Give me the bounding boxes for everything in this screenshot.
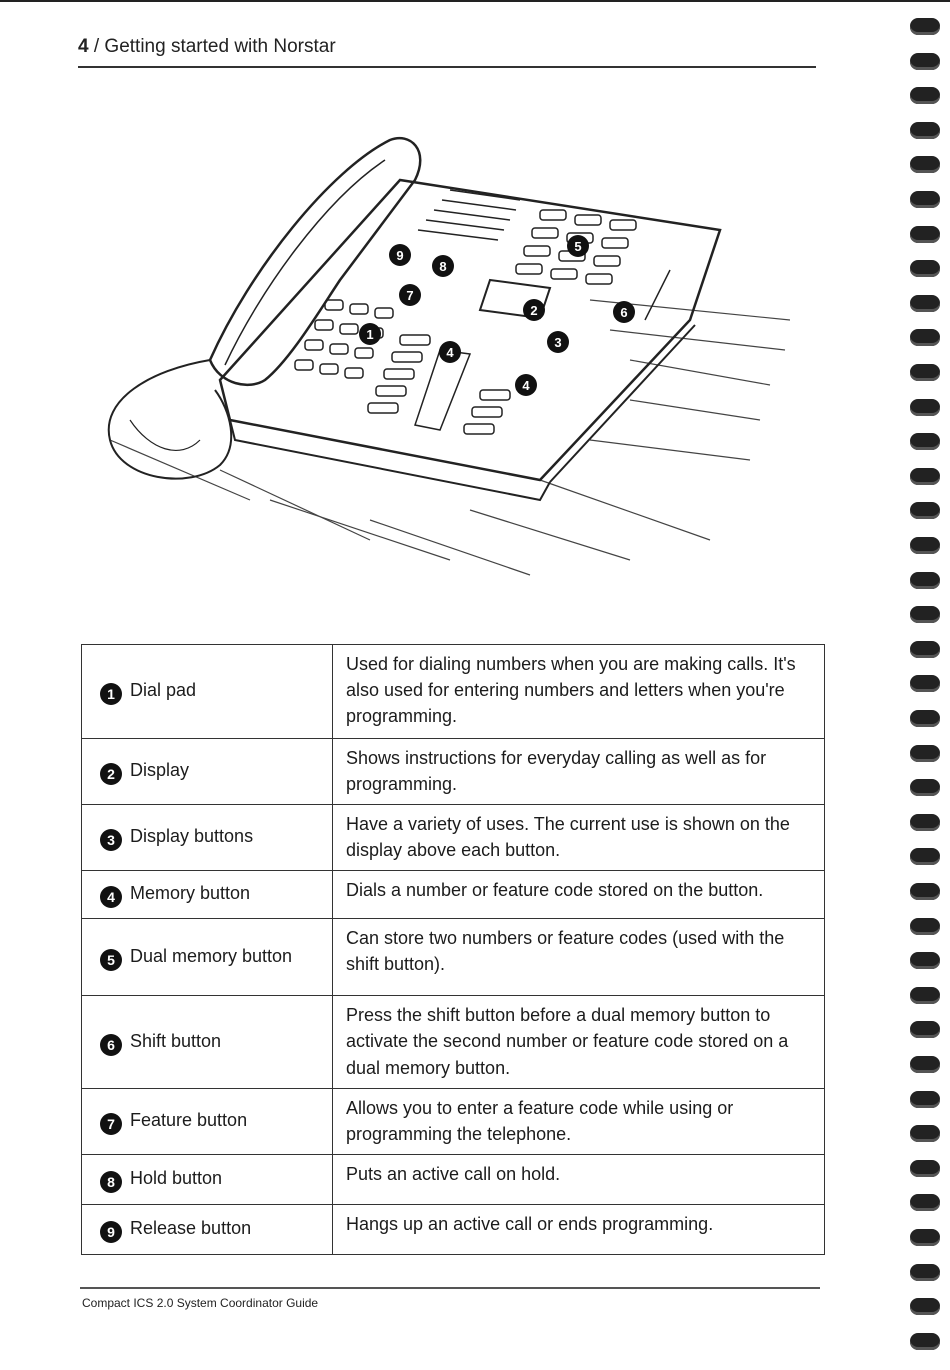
callout-5 [567, 235, 589, 257]
binding-hole [910, 87, 940, 104]
binding-hole [910, 572, 940, 589]
legend-name: Hold button [130, 1167, 223, 1188]
legend-name-cell [82, 645, 333, 739]
binding-hole [910, 987, 940, 1004]
callout-7-label: 8 [439, 259, 447, 274]
footer-rule [80, 1287, 820, 1289]
binding-hole [910, 1125, 940, 1142]
legend-name-cell [82, 1204, 333, 1254]
legend-name: Dual memory button [130, 945, 293, 966]
binding-hole [910, 1229, 940, 1246]
page-title: Getting started with Norstar [104, 36, 336, 57]
callout-9-label: 9 [396, 248, 404, 263]
spiral-binding [908, 10, 948, 1370]
binding-hole [910, 191, 940, 208]
callout-6 [613, 301, 635, 323]
legend-number-badge: 6 [100, 1034, 122, 1056]
legend-row [82, 739, 825, 805]
legend-description: Shows instructions for everyday calling as well as for programming. [333, 739, 825, 805]
legend-description: Can store two numbers or feature codes (used with the shift button). [333, 919, 825, 996]
legend-description: Hangs up an active call or ends programming. [333, 1204, 825, 1254]
callout-4a [439, 341, 461, 363]
legend-name: Memory button [130, 883, 251, 904]
legend-description: Dials a number or feature code stored on the button. [333, 871, 825, 919]
legend-table [81, 644, 825, 1255]
legend-description: Used for dialing numbers when you are making calls. It's also used for entering numbers and letters when you're programming. [333, 645, 825, 739]
binding-hole [910, 1333, 940, 1350]
callout-3-label: 3 [554, 335, 562, 350]
binding-hole [910, 1194, 940, 1211]
binding-hole [910, 156, 940, 173]
binding-hole [910, 53, 940, 70]
legend-row [82, 645, 825, 739]
binding-hole [910, 18, 940, 35]
binding-hole [910, 641, 940, 658]
callout-8 [399, 284, 421, 306]
legend-name-cell [82, 1154, 333, 1204]
binding-hole [910, 1298, 940, 1315]
binding-hole [910, 1021, 940, 1038]
legend-row [82, 919, 825, 996]
legend-name: Shift button [130, 1030, 222, 1051]
legend-name-cell [82, 1088, 333, 1154]
binding-hole [910, 295, 940, 312]
legend-number-badge: 2 [100, 763, 122, 785]
binding-hole [910, 710, 940, 727]
header-rule [78, 66, 816, 68]
legend-description: Have a variety of uses. The current use is shown on the display above each button. [333, 805, 825, 871]
page-header [78, 36, 336, 58]
binding-hole [910, 468, 940, 485]
legend-description: Press the shift button before a dual memory button to activate the second number or feature code stored on a dual memory button. [333, 996, 825, 1088]
callout-1-label: 1 [366, 327, 374, 342]
legend-number-badge: 4 [100, 886, 122, 908]
binding-hole [910, 1264, 940, 1281]
callout-4b [515, 374, 537, 396]
legend-number-badge: 9 [100, 1221, 122, 1243]
legend-name-cell [82, 919, 333, 996]
callout-8-label: 7 [406, 288, 414, 303]
binding-hole [910, 1091, 940, 1108]
binding-hole [910, 1056, 940, 1073]
legend-row [82, 1154, 825, 1204]
binding-hole [910, 329, 940, 346]
binding-hole [910, 260, 940, 277]
callout-1 [359, 323, 381, 345]
callout-3 [547, 331, 569, 353]
legend-name: Dial pad [130, 680, 197, 700]
legend-name-cell [82, 871, 333, 919]
binding-hole [910, 433, 940, 450]
binding-hole [910, 952, 940, 969]
binding-hole [910, 364, 940, 381]
binding-hole [910, 918, 940, 935]
binding-hole [910, 745, 940, 762]
legend-row [82, 805, 825, 871]
legend-number-badge: 7 [100, 1113, 122, 1135]
callout-5-label: 5 [574, 239, 582, 254]
callout-2-label: 2 [530, 303, 538, 318]
binding-hole [910, 226, 940, 243]
callout-9 [389, 244, 411, 266]
legend-name-cell [82, 805, 333, 871]
legend-name-cell [82, 996, 333, 1088]
telephone-illustration [70, 120, 790, 590]
callout-4b-label: 4 [522, 378, 530, 393]
binding-hole [910, 675, 940, 692]
legend-name-cell [82, 739, 333, 805]
binding-hole [910, 779, 940, 796]
callout-7 [432, 255, 454, 277]
top-rule [0, 0, 950, 2]
binding-hole [910, 122, 940, 139]
legend-number-badge: 3 [100, 829, 122, 851]
legend-name: Display buttons [130, 826, 254, 847]
legend-row [82, 1088, 825, 1154]
legend-name: Display [130, 760, 190, 781]
binding-hole [910, 399, 940, 416]
callout-6-label: 6 [620, 305, 628, 320]
legend-description: Puts an active call on hold. [333, 1154, 825, 1204]
binding-hole [910, 502, 940, 519]
footer-text: Compact ICS 2.0 System Coordinator Guide [82, 1296, 319, 1310]
legend-number-badge: 5 [100, 949, 122, 971]
legend-name: Feature button [130, 1109, 248, 1130]
legend-number-badge: 1 [100, 683, 122, 705]
callout-4a-label: 4 [446, 345, 454, 360]
binding-hole [910, 814, 940, 831]
binding-hole [910, 883, 940, 900]
binding-hole [910, 537, 940, 554]
telephone-drawing [70, 120, 790, 590]
binding-hole [910, 848, 940, 865]
page-number: 4 [78, 36, 89, 57]
legend-number-badge: 8 [100, 1171, 122, 1193]
legend-name: Release button [130, 1217, 252, 1238]
legend-row [82, 1204, 825, 1254]
legend-description: Allows you to enter a feature code while using or programming the telephone. [333, 1088, 825, 1154]
binding-hole [910, 1160, 940, 1177]
legend-row [82, 871, 825, 919]
callout-2 [523, 299, 545, 321]
header-separator: / [88, 36, 105, 57]
binding-hole [910, 606, 940, 623]
legend-row [82, 996, 825, 1088]
